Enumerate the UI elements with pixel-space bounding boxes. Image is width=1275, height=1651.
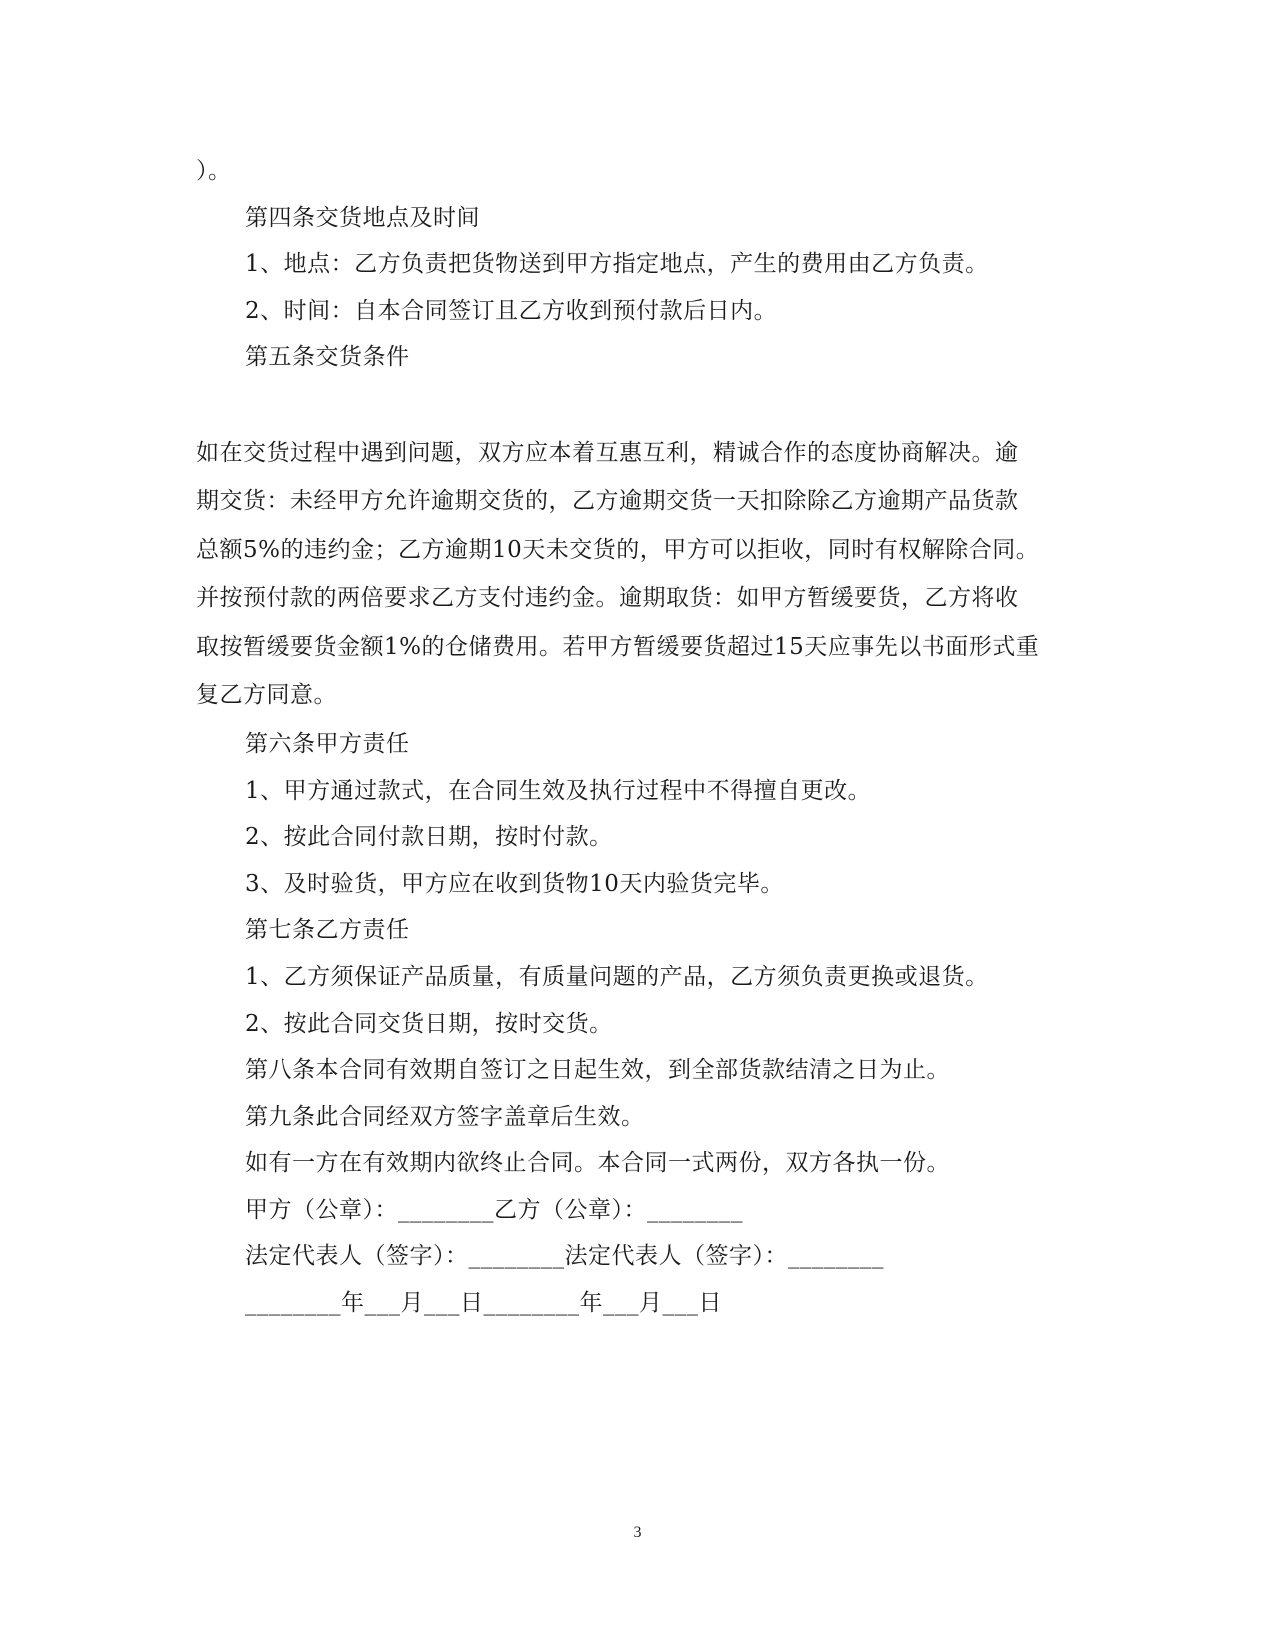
date-line: ________年___月___日________年___月___日 bbox=[245, 1290, 722, 1316]
text-line: 2、按此合同交货日期，按时交货。 bbox=[245, 1011, 613, 1037]
text-line: 如有一方在有效期内欲终止合同。本合同一式两份，双方各执一份。 bbox=[245, 1150, 950, 1176]
article-8-text: 第八条本合同有效期自签订之日起生效，到全部货款结清之日为止。 bbox=[245, 1057, 950, 1083]
article-5-heading: 第五条交货条件 bbox=[245, 344, 410, 370]
text-line: 2、时间：自本合同签订且乙方收到预付款后日内。 bbox=[245, 298, 778, 324]
paragraph-line: 期交货：未经甲方允许逾期交货的，乙方逾期交货一天扣除除乙方逾期产品货款 bbox=[196, 488, 1019, 515]
text-line: 1、乙方须保证产品质量，有质量问题的产品，乙方须负责更换或退货。 bbox=[245, 964, 989, 990]
text-line: 1、甲方通过款式，在合同生效及执行过程中不得擅自更改。 bbox=[245, 778, 872, 804]
text-line: 1、地点：乙方负责把货物送到甲方指定地点，产生的费用由乙方负责。 bbox=[245, 251, 989, 277]
paragraph-line: 并按预付款的两倍要求乙方支付违约金。逾期取货：如甲方暂缓要货，乙方将收 bbox=[196, 585, 1019, 612]
article-9-text: 第九条此合同经双方签字盖章后生效。 bbox=[245, 1104, 645, 1130]
paragraph-line: 如在交货过程中遇到问题，双方应本着互惠互利，精诚合作的态度协商解决。逾 bbox=[196, 440, 1019, 466]
text-line: 3、及时验货，甲方应在收到货物10天内验货完毕。 bbox=[245, 871, 784, 897]
delivery-conditions-paragraph bbox=[196, 429, 1076, 719]
seal-line: 甲方（公章）：________乙方（公章）：________ bbox=[245, 1197, 743, 1223]
text-line: ）。 bbox=[196, 158, 232, 184]
paragraph-line: 总额5%的违约金；乙方逾期10天未交货的，甲方可以拒收，同时有权解除合同。 bbox=[196, 536, 1040, 563]
signature-line: 法定代表人（签字）：________法定代表人（签字）：________ bbox=[245, 1243, 884, 1269]
text-line: 2、按此合同付款日期，按时付款。 bbox=[245, 824, 613, 850]
article-6-heading: 第六条甲方责任 bbox=[245, 731, 410, 757]
article-7-heading: 第七条乙方责任 bbox=[245, 917, 410, 943]
paragraph-line: 取按暂缓要货金额1%的仓储费用。若甲方暂缓要货超过15天应事先以书面形式重 bbox=[196, 633, 1040, 660]
article-4-heading: 第四条交货地点及时间 bbox=[245, 205, 480, 231]
page-number: 3 bbox=[633, 1524, 642, 1541]
paragraph-line: 复乙方同意。 bbox=[196, 682, 337, 709]
